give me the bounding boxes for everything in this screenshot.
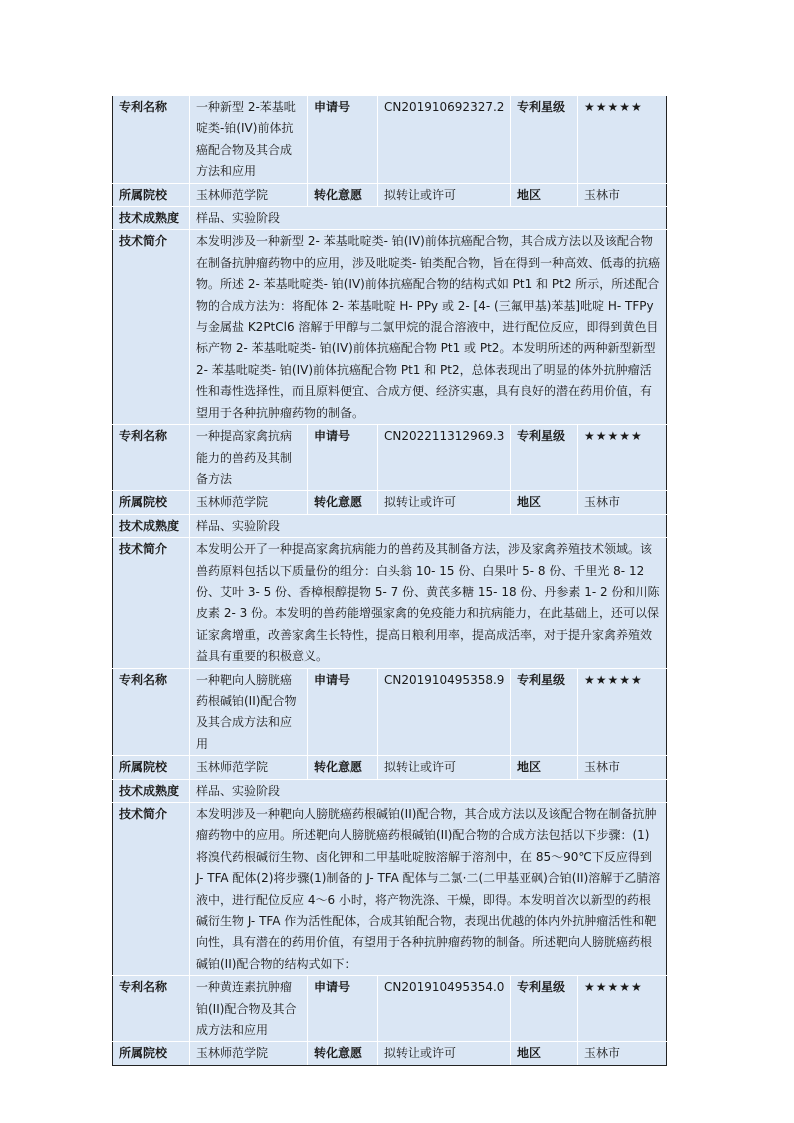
patent-rating-stars: ★★★★★ [578,425,667,491]
summary-text: 本发明涉及一种靶向人膀胱癌药根碱铂(II)配合物，其合成方法以及该配合物在制备抗肿瘤药物中的应用。所述靶向人膀胱癌药根碱铂(II)配合物的合成方法包括以下步骤：(1)将溴代药根碱衍生物、卤化钾和二甲基吡啶胺溶解于溶剂中，在 85～90℃下反应得到 J- TFA 配体(2)将步骤(1)制备的 J- TFA 配体与二氯·二(二甲基亚砜)合铂(II)溶解于乙腈溶液中，进行配位反应 4～6 小时，将产物洗涤、干燥，即得。本发明首次以新型的药根碱衍生物 J- TFA 作为活性配体，合成其铂配合物，表现出优越的体内外抗肿瘤活性和靶向性，具有潜在的药用价值，有望用于各种抗肿瘤药物的制备。所述靶向人膀胱癌药根碱铂(II)配合物的结构式如下： [190,803,667,976]
label-patent-name: 专利名称 [113,976,190,1042]
patent-row-maturity [113,779,667,802]
label-patent-rating: 专利星级 [511,96,578,183]
label-maturity: 技术成熟度 [113,207,190,230]
patent-row-title [113,976,667,1042]
label-patent-rating: 专利星级 [511,976,578,1042]
patent-rating-stars: ★★★★★ [578,96,667,183]
label-transfer-intent: 转化意愿 [308,491,378,514]
label-transfer-intent: 转化意愿 [308,756,378,779]
label-patent-rating: 专利星级 [511,425,578,491]
label-transfer-intent: 转化意愿 [308,1042,378,1065]
patent-row-summary [113,803,667,976]
label-region: 地区 [511,491,578,514]
region: 玉林市 [578,756,667,779]
patent-listing-page [112,96,666,1066]
patent-name: 一种靶向人膀胱癌药根碱铂(II)配合物及其合成方法和应用 [190,668,308,756]
school-name: 玉林师范学院 [190,756,308,779]
transfer-intent: 拟转让或许可 [378,183,511,206]
label-school: 所属院校 [113,491,190,514]
patent-row-summary [113,538,667,668]
patent-name: 一种黄连素抗肿瘤铂(II)配合物及其合成方法和应用 [190,976,308,1042]
summary-text: 本发明公开了一种提高家禽抗病能力的兽药及其制备方法，涉及家禽养殖技术领域。该兽药原料包括以下质量份的组分：白头翁 10- 15 份、白果叶 5- 8 份、千里光 8- 12 份、艾叶 3- 5 份、香樟根醇提物 5- 7 份、黄芪多糖 15- 18 份、丹参素 1- 2 份和川陈皮素 2- 3 份。本发明的兽药能增强家禽的免疫能力和抗病能力，在此基础上，还可以保证家禽增重，改善家禽生长特性，提高日粮利用率，提高成活率，对于提升家禽养殖效益具有重要的积极意义。 [190,538,667,668]
patent-row-title [113,96,667,183]
transfer-intent: 拟转让或许可 [378,491,511,514]
label-school: 所属院校 [113,183,190,206]
label-patent-name: 专利名称 [113,668,190,756]
patent-table [112,96,667,1066]
school-name: 玉林师范学院 [190,1042,308,1065]
label-summary: 技术简介 [113,803,190,976]
region: 玉林市 [578,1042,667,1065]
label-patent-name: 专利名称 [113,425,190,491]
school-name: 玉林师范学院 [190,491,308,514]
label-school: 所属院校 [113,1042,190,1065]
maturity: 样品、实验阶段 [190,514,667,537]
region: 玉林市 [578,183,667,206]
patent-row-title [113,425,667,491]
label-application-number: 申请号 [308,425,378,491]
school-name: 玉林师范学院 [190,183,308,206]
patent-row-school [113,1042,667,1065]
patent-rating-stars: ★★★★★ [578,976,667,1042]
label-maturity: 技术成熟度 [113,514,190,537]
label-patent-rating: 专利星级 [511,668,578,756]
label-maturity: 技术成熟度 [113,779,190,802]
patent-row-title [113,668,667,756]
maturity: 样品、实验阶段 [190,207,667,230]
label-summary: 技术简介 [113,230,190,425]
patent-row-school [113,183,667,206]
application-number: CN201910495358.9 [378,668,511,756]
label-summary: 技术简介 [113,538,190,668]
transfer-intent: 拟转让或许可 [378,756,511,779]
label-school: 所属院校 [113,756,190,779]
region: 玉林市 [578,491,667,514]
maturity: 样品、实验阶段 [190,779,667,802]
summary-text: 本发明涉及一种新型 2- 苯基吡啶类- 铂(IV)前体抗癌配合物，其合成方法以及该配合物在制备抗肿瘤药物中的应用，涉及吡啶类- 铂类配合物，旨在得到一种高效、低毒的抗癌物。所述 2- 苯基吡啶类- 铂(IV)前体抗癌配合物的结构式如 Pt1 和 Pt2 所示，所述配合物的合成方法为：将配体 2- 苯基吡啶 H- PPy 或 2- [4- (三氟甲基)苯基]吡啶 H- TFPy 与金属盐 K2PtCl6 溶解于甲醇与二氯甲烷的混合溶液中，进行配位反应，即得到黄色目标产物 2- 苯基吡啶类- 铂(IV)前体抗癌配合物 Pt1 或 Pt2。本发明所述的两种新型新型 2- 苯基吡啶类- 铂(IV)前体抗癌配合物 Pt1 和 Pt2，总体表现出了明显的体外抗肿瘤活性和毒性选择性，而且原料便宜、合成方便、经济实惠，具有良好的潜在药用价值，有望用于各种抗肿瘤药物的制备。 [190,230,667,425]
patent-row-summary [113,230,667,425]
label-application-number: 申请号 [308,976,378,1042]
label-application-number: 申请号 [308,96,378,183]
patent-row-maturity [113,207,667,230]
label-application-number: 申请号 [308,668,378,756]
label-region: 地区 [511,183,578,206]
patent-name: 一种新型 2-苯基吡啶类-铂(IV)前体抗癌配合物及其合成方法和应用 [190,96,308,183]
label-patent-name: 专利名称 [113,96,190,183]
transfer-intent: 拟转让或许可 [378,1042,511,1065]
patent-row-maturity [113,514,667,537]
label-region: 地区 [511,1042,578,1065]
patent-name: 一种提高家禽抗病能力的兽药及其制备方法 [190,425,308,491]
application-number: CN201910495354.0 [378,976,511,1042]
application-number: CN201910692327.2 [378,96,511,183]
patent-row-school [113,491,667,514]
label-transfer-intent: 转化意愿 [308,183,378,206]
patent-row-school [113,756,667,779]
patent-rating-stars: ★★★★★ [578,668,667,756]
label-region: 地区 [511,756,578,779]
application-number: CN202211312969.3 [378,425,511,491]
